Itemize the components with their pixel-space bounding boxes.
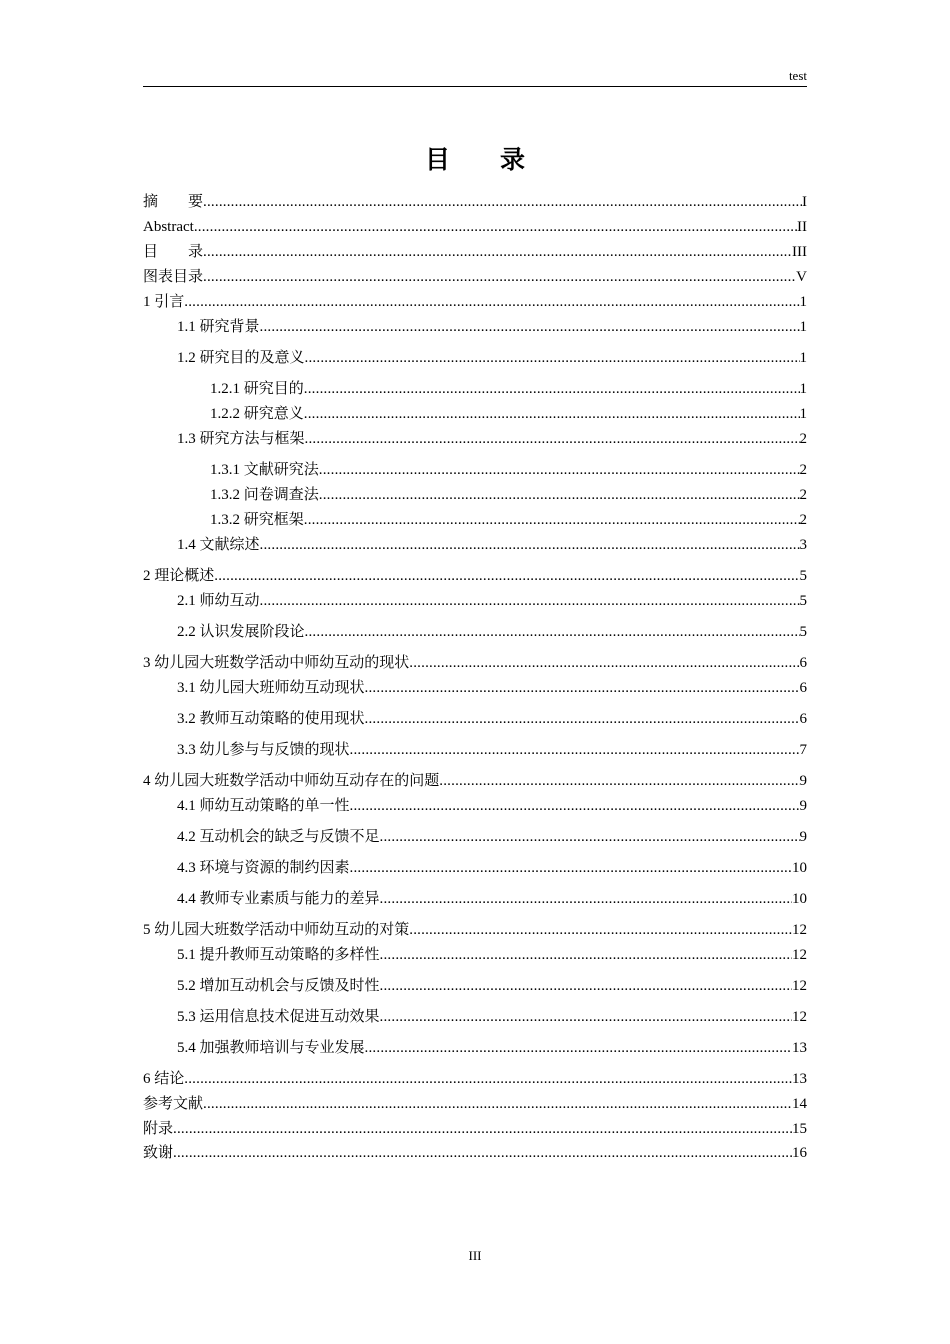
toc-entry-label: 3.3 幼儿参与与反馈的现状: [177, 742, 350, 758]
toc-leader-dots: [304, 508, 800, 532]
toc-entry-abstract-cn[interactable]: [143, 190, 807, 214]
toc-entry-figures[interactable]: [143, 265, 807, 289]
toc-entry-label: Abstract: [143, 219, 194, 235]
toc-leader-dots: [214, 564, 799, 588]
toc-entry-page: II: [797, 219, 807, 235]
toc-entry-label: 目 录: [143, 244, 204, 260]
toc-entry-page: 10: [792, 860, 807, 876]
toc-entry-page: 5: [799, 593, 807, 609]
toc-entry-4-3[interactable]: [177, 856, 807, 880]
toc-entry-label: 致谢: [143, 1145, 174, 1161]
toc-entry-label: 3 幼儿园大班数学活动中师幼互动的现状: [143, 655, 410, 671]
toc-entry-label: 4.3 环境与资源的制约因素: [177, 860, 350, 876]
toc-entry-5-1[interactable]: [177, 943, 807, 967]
toc-entry-label: 5 幼儿园大班数学活动中师幼互动的对策: [143, 922, 410, 938]
toc-entry-page: 12: [792, 1009, 807, 1025]
toc-entry-acknowledgements[interactable]: [143, 1141, 807, 1165]
toc-leader-dots: [439, 769, 799, 793]
toc-leader-dots: [304, 377, 800, 401]
toc-entry-page: 9: [799, 829, 807, 845]
toc-entry-label: 1.3.2 研究框架: [210, 512, 304, 528]
toc-entry-5-2[interactable]: [177, 974, 807, 998]
toc-entry-label: 参考文献: [143, 1096, 204, 1112]
toc-leader-dots: [380, 887, 792, 911]
toc-entry-1-2[interactable]: [177, 346, 807, 370]
toc-entry-page: 3: [799, 537, 807, 553]
toc-leader-dots: [350, 856, 792, 880]
toc-entry-label: 1.3 研究方法与框架: [177, 431, 305, 447]
toc-entry-1-1[interactable]: [177, 315, 807, 339]
toc-entry-4-1[interactable]: [177, 794, 807, 818]
toc-entry-label: 4.1 师幼互动策略的单一性: [177, 798, 350, 814]
toc-entry-label: 5.4 加强教师培训与专业发展: [177, 1040, 365, 1056]
toc-entry-label: 5.1 提升教师互动策略的多样性: [177, 947, 380, 963]
toc-entry-label: 附录: [143, 1121, 174, 1137]
toc-leader-dots: [350, 738, 800, 762]
toc-entry-1-3-2[interactable]: [210, 483, 807, 507]
toc-entry-label: 3.2 教师互动策略的使用现状: [177, 711, 365, 727]
toc-entry-1-2-2[interactable]: [210, 402, 807, 426]
toc-entry-page: 6: [799, 655, 807, 671]
toc-leader-dots: [260, 589, 800, 613]
toc-leader-dots: [365, 676, 800, 700]
toc-leader-dots: [409, 651, 799, 675]
toc-leader-dots: [380, 825, 800, 849]
toc-title: 目 录: [424, 147, 525, 174]
toc-entry-label: 1.2 研究目的及意义: [177, 350, 305, 366]
toc-entry-chapter-6[interactable]: [143, 1067, 807, 1091]
toc-entry-page: 1: [799, 350, 807, 366]
toc-entry-chapter-1[interactable]: [143, 290, 807, 314]
toc-entry-page: 12: [792, 978, 807, 994]
toc-entry-2-1[interactable]: [177, 589, 807, 613]
toc-entry-appendix[interactable]: [143, 1117, 807, 1141]
toc-entry-page: 2: [799, 487, 807, 503]
toc-entry-page: 2: [799, 512, 807, 528]
toc-entry-chapter-3[interactable]: [143, 651, 807, 675]
toc-leader-dots: [319, 483, 800, 507]
toc-entry-page: 13: [792, 1071, 807, 1087]
toc-entry-page: 1: [799, 319, 807, 335]
toc-entry-page: 16: [792, 1145, 807, 1161]
toc-entry-contents[interactable]: [143, 240, 807, 264]
toc-entry-label: 1.2.2 研究意义: [210, 406, 304, 422]
toc-leader-dots: [203, 265, 796, 289]
toc-entry-page: 14: [792, 1096, 807, 1112]
toc-entry-chapter-2[interactable]: [143, 564, 807, 588]
toc-entry-1-3[interactable]: [177, 427, 807, 451]
toc-entry-4-4[interactable]: [177, 887, 807, 911]
toc-entry-page: 10: [792, 891, 807, 907]
toc-entry-page: 1: [799, 294, 807, 310]
toc-entry-label: 3.1 幼儿园大班师幼互动现状: [177, 680, 365, 696]
toc-entry-page: 9: [799, 773, 807, 789]
toc-entry-label: 1.3.1 文献研究法: [210, 462, 319, 478]
toc-leader-dots: [203, 190, 802, 214]
toc-leader-dots: [173, 1117, 792, 1141]
toc-leader-dots: [173, 1141, 792, 1165]
toc-leader-dots: [365, 1036, 792, 1060]
toc-entry-page: 6: [799, 680, 807, 696]
toc-entry-page: 5: [799, 568, 807, 584]
toc-entry-page: 12: [792, 947, 807, 963]
toc-entry-label: 图表目录: [143, 269, 204, 285]
toc-entry-3-3[interactable]: [177, 738, 807, 762]
toc-entry-2-2[interactable]: [177, 620, 807, 644]
toc-entry-3-1[interactable]: [177, 676, 807, 700]
toc-entry-5-3[interactable]: [177, 1005, 807, 1029]
toc-entry-label: 2.2 认识发展阶段论: [177, 624, 305, 640]
toc-entry-page: III: [792, 244, 807, 260]
toc-entry-label: 摘 要: [143, 194, 204, 210]
toc-leader-dots: [305, 427, 800, 451]
toc-entry-page: 15: [792, 1121, 807, 1137]
toc-entry-page: 7: [799, 742, 807, 758]
toc-entry-page: 1: [799, 381, 807, 397]
toc-leader-dots: [184, 1067, 792, 1091]
toc-entry-label: 1.2.1 研究目的: [210, 381, 304, 397]
toc-leader-dots: [365, 707, 800, 731]
toc-entry-page: 9: [799, 798, 807, 814]
toc-entry-label: 4 幼儿园大班数学活动中师幼互动存在的问题: [143, 773, 440, 789]
toc-entry-label: 4.2 互动机会的缺乏与反馈不足: [177, 829, 380, 845]
toc-entry-label: 1.4 文献综述: [177, 537, 260, 553]
toc-leader-dots: [203, 240, 792, 264]
toc-leader-dots: [305, 346, 800, 370]
toc-entry-label: 1.1 研究背景: [177, 319, 260, 335]
toc-entry-chapter-5[interactable]: [143, 918, 807, 942]
toc-leader-dots: [194, 215, 797, 239]
toc-entry-1-4[interactable]: [177, 533, 807, 557]
page-number: III: [468, 1248, 482, 1263]
toc-leader-dots: [260, 533, 800, 557]
toc-entry-page: 2: [799, 462, 807, 478]
toc-leader-dots: [380, 1005, 792, 1029]
toc-entry-3-2[interactable]: [177, 707, 807, 731]
toc-leader-dots: [319, 458, 800, 482]
toc-entry-1-3-2-framework[interactable]: [210, 508, 807, 532]
toc-leader-dots: [350, 794, 800, 818]
toc-entry-label: 2.1 师幼互动: [177, 593, 260, 609]
toc-leader-dots: [203, 1092, 792, 1116]
toc-leader-dots: [304, 402, 800, 426]
toc-entry-4-2[interactable]: [177, 825, 807, 849]
toc-entry-label: 2 理论概述: [143, 568, 215, 584]
toc-entry-1-3-1[interactable]: [210, 458, 807, 482]
toc-entry-page: 2: [799, 431, 807, 447]
toc-entry-page: 5: [799, 624, 807, 640]
toc-entry-label: 5.3 运用信息技术促进互动效果: [177, 1009, 380, 1025]
toc-entry-abstract-en[interactable]: [143, 215, 807, 239]
toc-leader-dots: [305, 620, 800, 644]
toc-entry-5-4[interactable]: [177, 1036, 807, 1060]
toc-entry-1-2-1[interactable]: [210, 377, 807, 401]
toc-leader-dots: [409, 918, 792, 942]
toc-entry-page: V: [796, 269, 807, 285]
toc-entry-page: 1: [799, 406, 807, 422]
toc-leader-dots: [260, 315, 800, 339]
toc-entry-label: 1 引言: [143, 294, 185, 310]
toc-leader-dots: [184, 290, 799, 314]
toc-entry-page: 12: [792, 922, 807, 938]
toc-entry-references[interactable]: [143, 1092, 807, 1116]
toc-entry-page: I: [802, 194, 807, 210]
toc-entry-page: 13: [792, 1040, 807, 1056]
toc-entry-page: 6: [799, 711, 807, 727]
toc-leader-dots: [380, 943, 792, 967]
toc-entry-label: 4.4 教师专业素质与能力的差异: [177, 891, 380, 907]
toc-entry-chapter-4[interactable]: [143, 769, 807, 793]
toc-entry-label: 5.2 增加互动机会与反馈及时性: [177, 978, 380, 994]
running-header: test: [788, 68, 807, 83]
toc-leader-dots: [380, 974, 792, 998]
toc-entry-label: 6 结论: [143, 1071, 185, 1087]
toc-entry-label: 1.3.2 问卷调查法: [210, 487, 319, 503]
